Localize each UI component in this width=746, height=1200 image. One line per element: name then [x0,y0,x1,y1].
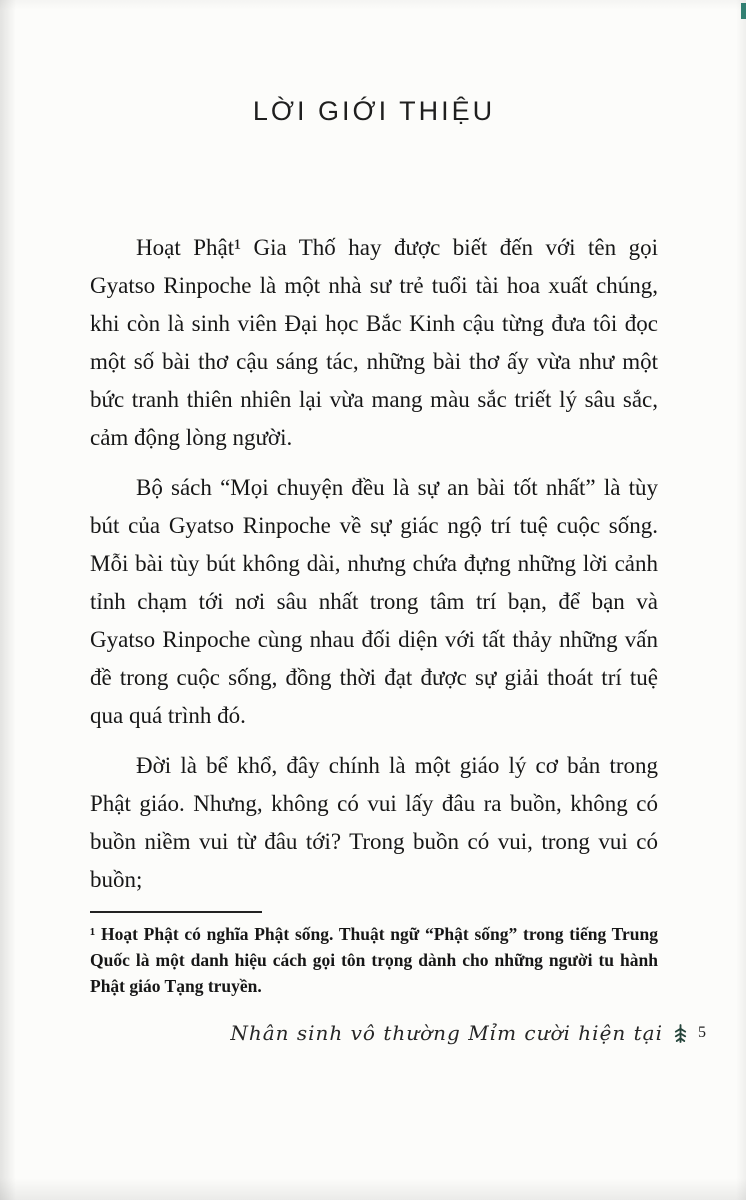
page-title: LỜI GIỚI THIỆU [252,96,496,126]
page-footer [90,1021,706,1045]
paragraph-2: Bộ sách “Mọi chuyện đều là sự an bài tốt nhất” là tùy bút của Gyatso Rinpoche về sự giác ngộ trí tuệ cuộc sống. Mỗi bài tùy bút không dài, nhưng chứa đựng những lời cảnh tỉnh chạm tới nơi sâu nhất trong tâm trí bạn, để bạn và Gyatso Rinpoche cùng nhau đối diện với tất thảy những vấn đề trong cuộc sống, đồng thời đạt được sự giải thoát trí tuệ qua quá trình đó. [90,475,658,728]
paragraph-1: Hoạt Phật¹ Gia Thố hay được biết đến với tên gọi Gyatso Rinpoche là một nhà sư trẻ tuổi tài hoa xuất chúng, khi còn là sinh viên Đại học Bắc Kinh cậu từng đưa tôi đọc một số bài thơ cậu sáng tác, những bài thơ ấy vừa như một bức tranh thiên nhiên lại vừa mang màu sắc triết lý sâu sắc, cảm động lòng người. [90,235,658,450]
footer-tagline: Nhân sinh vô thường Mỉm cười hiện tại [230,1021,663,1045]
leaf-icon [673,1023,688,1044]
page-body [90,229,658,899]
page-number: 5 [698,1024,706,1041]
scan-artifact-mark [741,3,746,19]
footnote-separator [90,911,262,913]
paragraph-3: Đời là bể khổ, đây chính là một giáo lý cơ bản trong Phật giáo. Nhưng, không có vui lấy đâu ra buồn, không có buồn niềm vui từ đâu tới? Trong buồn có vui, trong vui có buồn; [90,753,658,892]
footnote-text: ¹ Hoạt Phật có nghĩa Phật sống. Thuật ngữ “Phật sống” trong tiếng Trung Quốc là một danh hiệu cách gọi tôn trọng dành cho những người tu hành Phật giáo Tạng truyền. [90,924,658,996]
